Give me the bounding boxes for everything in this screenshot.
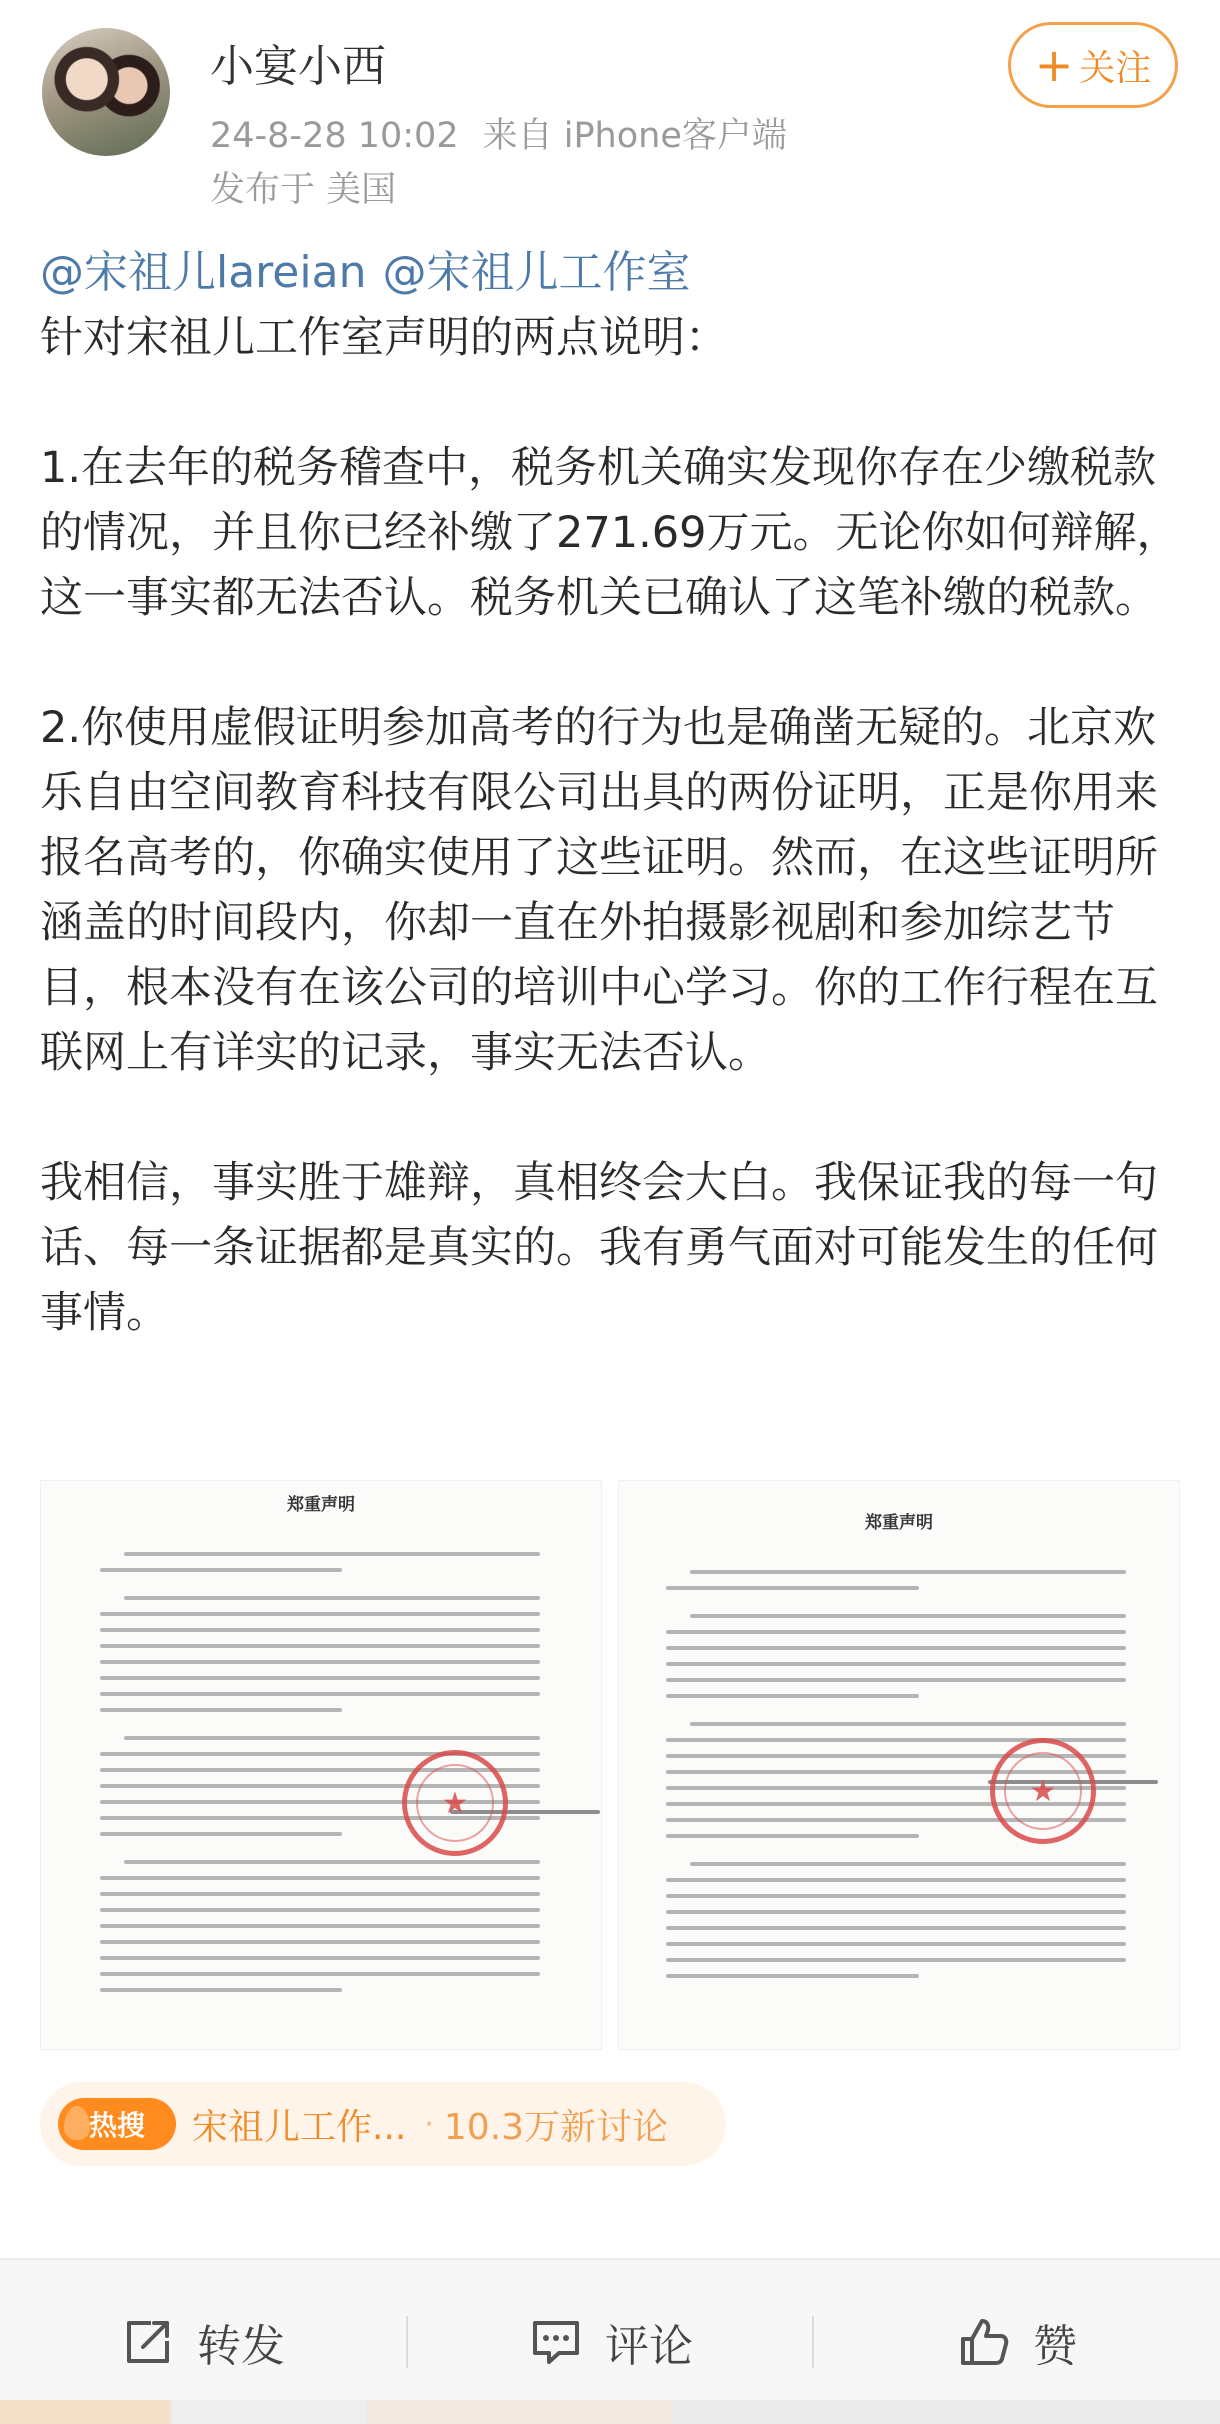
document-text-line [666, 1646, 1126, 1650]
document-text-line [690, 1862, 1126, 1866]
document-text-line [100, 1972, 540, 1976]
document-text-line [124, 1596, 540, 1600]
document-text-line [666, 1630, 1126, 1634]
document-text-line [100, 1692, 540, 1696]
seal-icon: ★ [990, 1738, 1096, 1844]
like-label: 赞 [1033, 2321, 1077, 2372]
mention-line [40, 240, 1180, 306]
document-text-line [100, 1644, 540, 1648]
document-text-line [100, 1908, 540, 1912]
thumbs-up-icon [957, 2315, 1011, 2369]
hot-search-badge-label: 热搜 [88, 2109, 145, 2142]
post-meta [210, 108, 787, 158]
hot-search-count: 10.3万新讨论 [443, 2106, 669, 2148]
document-text-line [666, 1958, 1126, 1962]
post-timestamp: 24-8-28 10:02 [210, 116, 459, 156]
post-intro: 针对宋祖儿工作室声明的两点说明： [40, 313, 728, 363]
document-text-line [124, 1736, 540, 1740]
document-text-line [124, 1860, 540, 1864]
post-header [0, 0, 1220, 230]
plus-icon: + [1034, 38, 1074, 92]
hot-search-separator: · [424, 2106, 434, 2142]
document-text-line [666, 1678, 1126, 1682]
statement-image[interactable] [618, 1480, 1180, 2050]
document-text-line [124, 1552, 540, 1556]
document-text-line [100, 1676, 540, 1680]
document-text-line [100, 1892, 540, 1896]
document-title: 郑重声明 [287, 1495, 355, 1515]
mention-link[interactable]: @宋祖儿工作室 [382, 247, 691, 298]
statement-image[interactable] [40, 1480, 602, 2050]
flame-icon [64, 2106, 90, 2140]
document-text-line [100, 1612, 540, 1616]
document-text-line [666, 1834, 919, 1838]
repost-icon [121, 2315, 175, 2369]
post-paragraph: 2.你使用虚假证明参加高考的行为也是确凿无疑的。北京欢乐自由空间教育科技有限公司出具的两份证明，正是你用来报名高考的，你确实使用了这些证明。然而，在这些证明所涵盖的时间段内，你却一直在外拍摄影视剧和参加综艺节目，根本没有在该公司的培训中心学习。你的工作行程在互联网上有详实的记录，事实无法否认。 [40, 703, 1158, 1078]
hot-search-badge [58, 2098, 176, 2150]
author-name[interactable]: 小宴小西 [210, 41, 386, 92]
hot-search-tag[interactable] [40, 2082, 726, 2166]
repost-label: 转发 [197, 2321, 285, 2372]
document-text-line [100, 1628, 540, 1632]
document-text-line [666, 1910, 1126, 1914]
post-paragraph: 我相信，事实胜于雄辩，真相终会大白。我保证我的每一句话、每一条证据都是真实的。我有勇气面对可能发生的任何事情。 [40, 1158, 1158, 1338]
post-body [40, 240, 1180, 1346]
seal-icon: ★ [402, 1750, 508, 1856]
document-text-line [100, 1568, 342, 1572]
next-post-peek [0, 2400, 1220, 2424]
document-text-line [690, 1614, 1126, 1618]
document-text-line [100, 1832, 342, 1836]
post-images [40, 1480, 1180, 2060]
action-bar [0, 2258, 1220, 2424]
document-text-line [100, 1924, 540, 1928]
avatar[interactable] [42, 28, 170, 156]
document-text-line [100, 1956, 540, 1960]
document-text-line [100, 1660, 540, 1664]
document-text-line [666, 1662, 1126, 1666]
hot-search-topic: 宋祖儿工作... [192, 2106, 407, 2148]
document-text-line [100, 1708, 342, 1712]
document-text-line [100, 1940, 540, 1944]
document-title: 郑重声明 [865, 1513, 933, 1533]
document-text-line [100, 1876, 540, 1880]
document-text-line [666, 1942, 1126, 1946]
document-text-line [666, 1586, 919, 1590]
document-text-line [666, 1694, 919, 1698]
document-text-line [666, 1878, 1126, 1882]
mention-link[interactable]: @宋祖儿lareian [40, 247, 367, 298]
post-paragraph: 1.在去年的税务稽查中，税务机关确实发现你存在少缴税款的情况，并且你已经补缴了271.69万元。无论你如何辩解，这一事实都无法否认。税务机关已确认了这笔补缴的税款。 [40, 443, 1180, 623]
follow-label: 关注 [1079, 47, 1152, 89]
comment-icon [529, 2315, 583, 2369]
document-text-line [666, 1926, 1126, 1930]
follow-button[interactable] [1008, 22, 1178, 108]
comment-label: 评论 [605, 2321, 693, 2372]
document-text-line [690, 1722, 1126, 1726]
document-text-line [666, 1974, 919, 1978]
document-text-line [100, 1988, 342, 1992]
document-text-line [666, 1894, 1126, 1898]
document-text-line [690, 1570, 1126, 1574]
post-source: 来自 iPhone客户端 [482, 116, 787, 156]
post-location: 发布于 美国 [210, 170, 397, 210]
